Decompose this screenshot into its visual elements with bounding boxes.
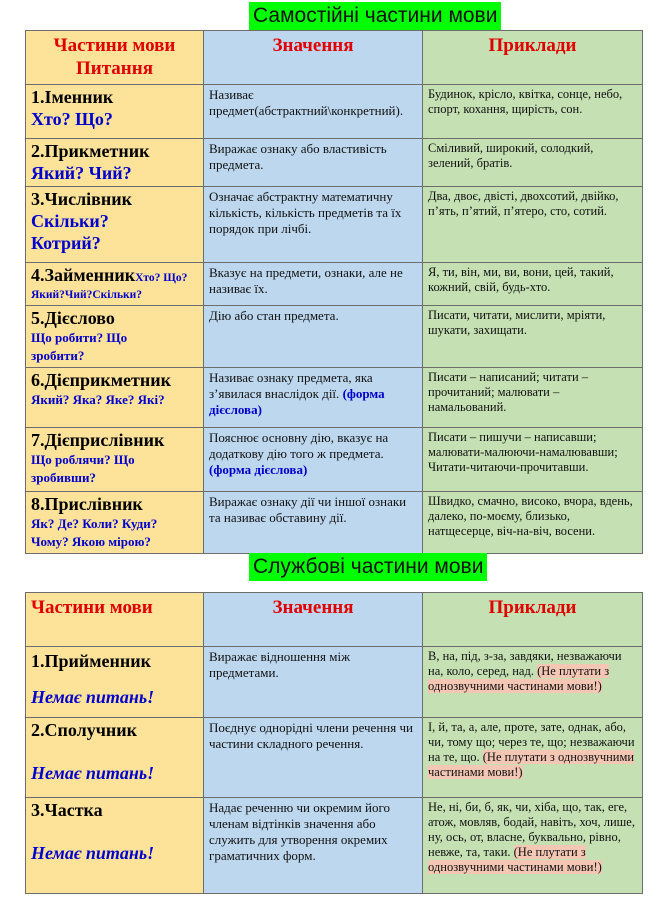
- examples-cell: Писати – написаний; читати – прочитаний; малювати – намальований.: [423, 368, 643, 428]
- part-name: 1.Прийменник: [31, 651, 151, 671]
- table-row: [26, 428, 643, 492]
- part-name: 3.Числівник: [31, 189, 133, 209]
- header-part: Частини мови: [26, 593, 204, 647]
- header-examples: Приклади: [423, 31, 643, 85]
- part-name: 6.Дієприкметник: [31, 370, 171, 390]
- part-cell: [26, 187, 204, 263]
- meaning-cell: [204, 428, 423, 492]
- verb-form-note: (форма дієслова): [209, 462, 308, 477]
- service-parts-banner: Службові частини мови: [249, 553, 487, 581]
- examples-cell: Сміливий, широкий, солодкий, зелений, братів.: [423, 139, 643, 187]
- no-question-note: Немає питань!: [31, 763, 155, 783]
- examples-cell: Писати, читати, мислити, мріяти, шукати, захищати.: [423, 306, 643, 368]
- independent-parts-banner: Самостійні частини мови: [249, 2, 501, 30]
- table-row: [26, 647, 643, 718]
- meaning-cell: Надає реченню чи окремим його членам відтінків значення або служить для утворення окремих граматичних форм.: [204, 798, 423, 894]
- part-question: Хто? Що?Який?Чий?Скільки?: [31, 272, 188, 301]
- part-question: Як? Де? Коли? Куди? Чому? Якою мірою?: [31, 516, 158, 549]
- table-row: [26, 368, 643, 428]
- part-name: 7.Дієприслівник: [31, 430, 165, 450]
- part-question: Що робити? Що зробити?: [31, 330, 128, 363]
- meaning-cell: Вказує на предмети, ознаки, але не називає їх.: [204, 263, 423, 306]
- examples-cell: [423, 647, 643, 718]
- table-row: [26, 492, 643, 554]
- examples-cell: [423, 718, 643, 798]
- table-row: [26, 85, 643, 139]
- part-name: 3.Частка: [31, 800, 103, 820]
- part-name: 2.Сполучник: [31, 720, 137, 740]
- part-cell: [26, 428, 204, 492]
- part-cell: [26, 798, 204, 894]
- part-name: 4.Займенник: [31, 265, 136, 285]
- table-row: [26, 306, 643, 368]
- header-meaning: Значення: [204, 31, 423, 85]
- part-question: Який? Яка? Яке? Які?: [31, 392, 165, 407]
- header-part: Частини мови: [53, 35, 176, 56]
- meaning-cell: Означає абстрактну математичну кількість, кількість предметів та їх порядок при лічбі.: [204, 187, 423, 263]
- service-parts-table: [25, 592, 643, 894]
- meaning-cell: Називає предмет(абстрактний\конкретний).: [204, 85, 423, 139]
- part-name: 8.Прислівник: [31, 494, 143, 514]
- table-row: [26, 187, 643, 263]
- examples-text: Не, ні, би, б, як, чи, хіба, що, так, еге, атож, мовляв, бодай, навіть, хоч, лише, ну, ось, от, власне, буквально, рівно, невже, та, таки.: [428, 800, 635, 859]
- part-name: 5.Дієслово: [31, 308, 115, 328]
- homonym-warning: (Не плутати з однозвучними частинами мови!): [428, 845, 602, 874]
- meaning-cell: Виражає ознаку або властивість предмета.: [204, 139, 423, 187]
- header-part-question: [26, 31, 204, 85]
- table-row: [26, 718, 643, 798]
- homonym-warning: (Не плутати з однозвучними частинами мови!): [428, 664, 610, 693]
- table-row: [26, 139, 643, 187]
- part-cell: [26, 718, 204, 798]
- table-row: [26, 798, 643, 894]
- header-question: Питання: [76, 58, 153, 79]
- homonym-warning: (Не плутати з однозвучними частинами мови!): [428, 750, 635, 779]
- meaning-text: Називає ознаку предмета, яка з’явилася внаслідок дії.: [209, 370, 373, 401]
- table-header-row: [26, 31, 643, 85]
- examples-text: В, на, під, з-за, завдяки, незважаючи на, коло, серед, над.: [428, 649, 622, 678]
- part-cell: [26, 85, 204, 139]
- part-cell: [26, 139, 204, 187]
- examples-cell: Швидко, смачно, високо, вчора, вдень, далеко, по-моєму, близько, натщесерце, віч-на-віч, восени.: [423, 492, 643, 554]
- meaning-cell: Поєднує однорідні члени речення чи частини складного речення.: [204, 718, 423, 798]
- independent-parts-table: [25, 30, 643, 554]
- examples-cell: Будинок, крісло, квітка, сонце, небо, спорт, кохання, щирість, сон.: [423, 85, 643, 139]
- part-cell: [26, 492, 204, 554]
- examples-cell: Писати – пишучи – написавши; малювати-малюючи-намалювавши; Читати-читаючи-прочитавши.: [423, 428, 643, 492]
- part-name: 2.Прикметник: [31, 141, 150, 161]
- part-question: Скільки? Котрий?: [31, 211, 109, 253]
- examples-text: І, й, та, а, але, проте, зате, однак, або, чи, тому що; через те, що; незважаючи на те, що.: [428, 720, 635, 764]
- part-cell: [26, 368, 204, 428]
- meaning-cell: [204, 368, 423, 428]
- part-cell: [26, 647, 204, 718]
- table-row: [26, 263, 643, 306]
- meaning-cell: Виражає відношення між предметами.: [204, 647, 423, 718]
- part-question: Який? Чий?: [31, 163, 132, 183]
- verb-form-note: (форма дієслова): [209, 386, 385, 417]
- part-name: 1.Іменник: [31, 87, 114, 107]
- part-question: Що роблячи? Що зробивши?: [31, 452, 135, 485]
- part-cell: [26, 263, 204, 306]
- meaning-cell: Дію або стан предмета.: [204, 306, 423, 368]
- meaning-cell: Виражає ознаку дії чи іншої ознаки та називає обставину дії.: [204, 492, 423, 554]
- no-question-note: Немає питань!: [31, 687, 155, 707]
- part-cell: [26, 306, 204, 368]
- part-question: Хто? Що?: [31, 109, 113, 129]
- examples-cell: Я, ти, він, ми, ви, вони, цей, такий, кожний, свій, будь-хто.: [423, 263, 643, 306]
- header-examples: Приклади: [423, 593, 643, 647]
- no-question-note: Немає питань!: [31, 843, 155, 863]
- header-meaning: Значення: [204, 593, 423, 647]
- examples-cell: [423, 798, 643, 894]
- examples-cell: Два, двоє, двісті, двохсотий, двійко, п’ять, п’ятий, п’ятеро, сто, сотий.: [423, 187, 643, 263]
- table-header-row: [26, 593, 643, 647]
- meaning-text: Пояснює основну дію, вказує на додаткову дію того ж предмета.: [209, 430, 389, 461]
